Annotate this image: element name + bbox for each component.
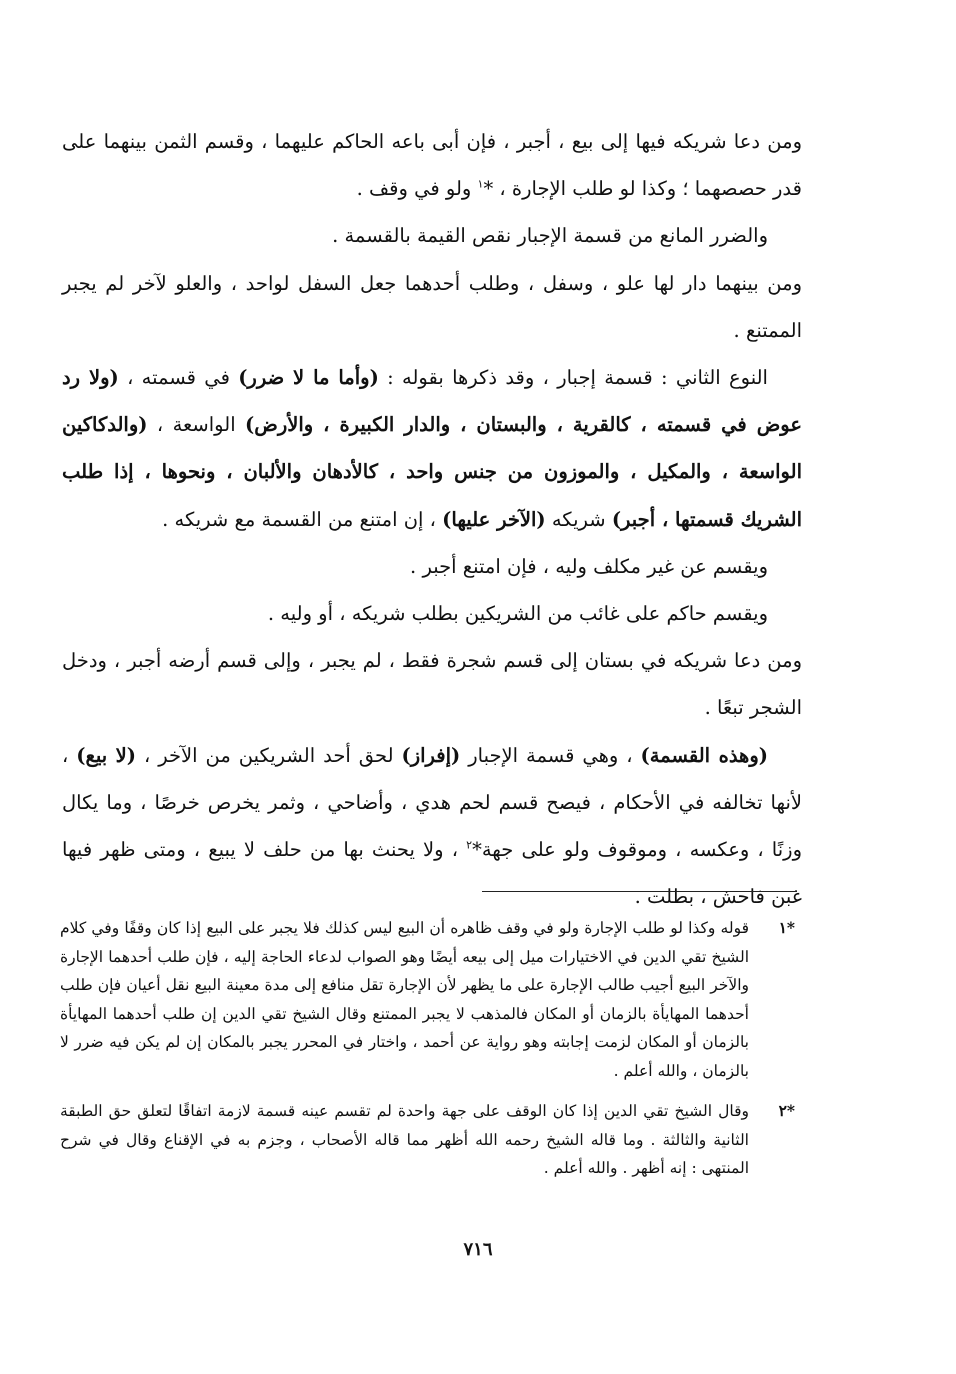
footnote-2 (60, 1097, 795, 1183)
paragraph-1-text: ومن دعا شريكه فيها إلى بيع ، أجبر ، فإن أبى باعه الحاكم عليهما ، وقسم الثمن بينهما على قدر حصصهما ؛ وكذا لو طلب الإجارة ، * (62, 130, 802, 201)
main-text (62, 118, 802, 920)
paragraph-8-run-2: (إفراز) (401, 743, 461, 767)
paragraph-8-run-4: (لا بيع) (76, 743, 137, 767)
paragraph-6: ويقسم حاكم على غائب من الشريكين بطلب شريكه ، أو وليه . (267, 602, 768, 626)
paragraph-8 (62, 732, 802, 921)
paragraph-4-run-0: النوع الثاني : قسمة إجبار ، وقد ذكرها بقوله : (378, 366, 768, 390)
footnote-2-text: وقال الشيخ تقي الدين إذا كان الوقف على جهة واحدة لم تقسم عينه قسمة لازمة اتفاقًا لتعلق حق الطبقة الثانية والثالثة . وما قاله الشيخ رحمه الله أظهر مما قاله الأصحاب ، وجزم به في الإقناع وقال في شرح المنتهى : إنه أظهر . والله أعلم . (60, 1102, 749, 1177)
paragraph-4-run-4: الواسعة ، (147, 413, 246, 437)
paragraph-8-run-5: ، لأنها تخالفه في الأحكام ، فيصح قسم لحم هدي ، وأضاحي ، وثمر يخرص خرصًا ، وما يكال وزنًا ، وعكسه ، وموقوف ولو على جهة* (62, 743, 803, 862)
paragraph-8-run-6: ٢ (466, 838, 473, 852)
paragraph-4-run-6: شريكه (545, 507, 612, 531)
paragraph-1 (62, 118, 802, 212)
footnotes (60, 914, 795, 1195)
paragraph-4-run-8: ، إن امتنع من القسمة مع شريكه . (162, 507, 443, 531)
paragraph-7: ومن دعا شريكه في بستان إلى قسم شجرة فقط ، لم يجبر ، وإلى قسم أرضه أجبر ، ودخل الشجر تبعًا . (62, 649, 802, 720)
paragraph-8-run-1: ، وهي قسمة الإجبار (460, 743, 641, 767)
footnote-1-number: *١ (778, 918, 795, 937)
paragraph-4-run-2: في قسمته ، (118, 366, 239, 390)
footnote-divider (482, 891, 797, 892)
paragraph-8-run-7: ، ولا يحنث بها من حلف لا يبيع ، ومتى ظهر فيها غبن فاحش ، بطلت . (62, 838, 802, 909)
paragraph-4-run-3: (ولا رد عوض في قسمته ، كالقرية ، والبستان ، والدار الكبيرة ، والأرض) (62, 366, 802, 437)
footnote-1-text: قوله وكذا لو طلب الإجارة ولو في وقف ظاهره أن البيع ليس كذلك فلا يجبر على البيع إذا كان وقفًا وفي كلام الشيخ تقي الدين في الاختيارات ميل إلى بيعه أيضًا وهو الصواب لدعاء الحاجة إليه ، فإن طلب أحدهما الإجارة والآخر البيع أجيب طالب الإجارة على ما يظهر لأن الإجارة تقل منافع إلى مدة معينة البيع نقل أعيان فإن طلب أحدهما المهايأة بالزمان أو المكان فالمذهب لا يجبر الممتنع وقال الشيخ تقي الدين إن طلب أحدهما المهايأة بالزمان أو المكان لزمت إجابته وهو رواية عن أحمد ، واختار في المحرر يجبر بالمكان إن لم يكن فيه ضرر لا بالزمان ، والله أعلم . (60, 919, 749, 1080)
footnote-ref-1: ١ (477, 177, 484, 191)
paragraph-1-tail: ولو في وقف . (356, 177, 478, 201)
paragraph-4 (62, 354, 802, 543)
paragraph-4-run-7: (الآخر عليها) (442, 507, 546, 531)
paragraph-2: والضرر المانع من قسمة الإجبار نقص القيمة بالقسمة . (332, 224, 768, 248)
paragraph-8-run-3: لحق أحد الشريكين من الآخر ، (136, 743, 402, 767)
paragraph-3: ومن بينهما دار لها علو ، وسفل ، وطلب أحدهما جعل السفل لواحد ، والعلو لآخر لم يجبر الممتنع . (62, 271, 802, 342)
paragraph-5: ويقسم عن غير مكلف وليه ، فإن امتنع أجبر . (410, 554, 768, 578)
paragraph-4-run-1: (وأما ما لا ضرر) (238, 366, 379, 390)
footnote-2-number: *٢ (778, 1101, 795, 1120)
paragraph-8-run-0: (وهذه القسمة) (640, 743, 768, 767)
page-number: ٧١٦ (463, 1239, 493, 1260)
paragraph-4-run-5: (والدكاكين الواسعة ، والمكيل ، والموزون من جنس واحد ، كالأدهان والألبان ، ونحوها ، إذا طلب الشريك قسمتها ، أجبر) (62, 413, 802, 531)
footnote-1 (60, 914, 795, 1085)
